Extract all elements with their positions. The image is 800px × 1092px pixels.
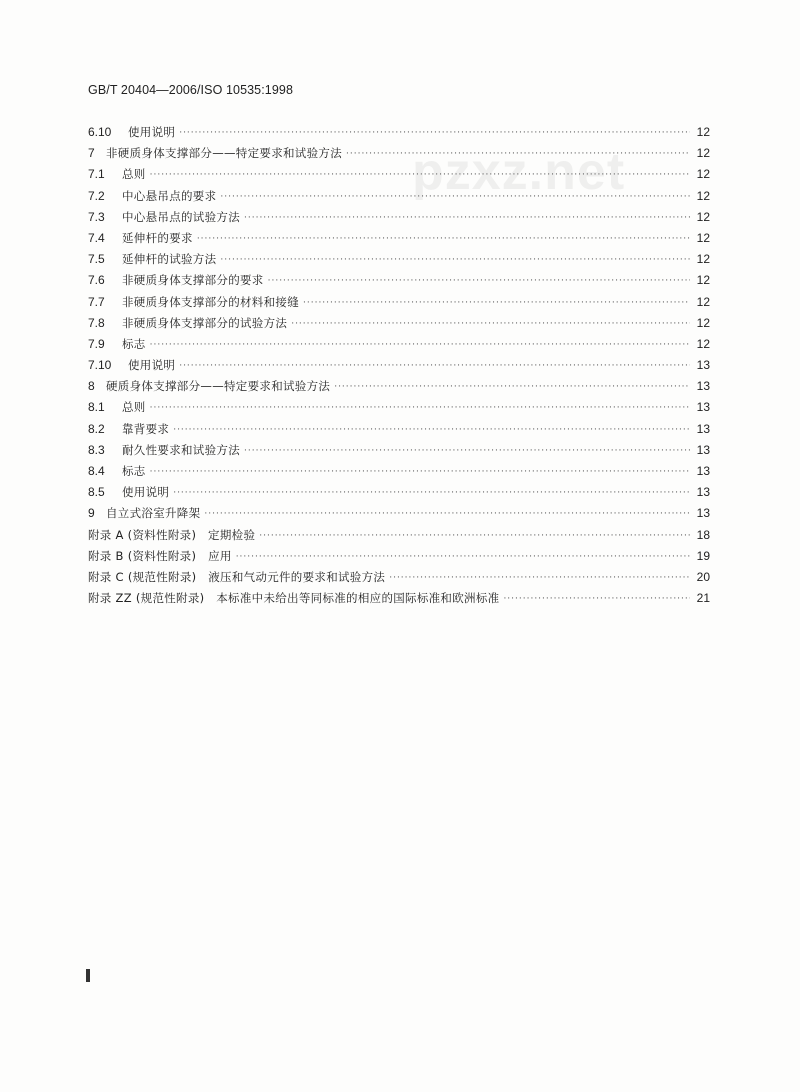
toc-entry-title: 自立式浴室升降架	[106, 506, 201, 521]
toc-entry-page: 13	[696, 400, 710, 415]
toc-entry-page: 13	[696, 358, 710, 373]
toc-entry-title: 使用说明	[122, 485, 170, 500]
toc-entry[interactable]	[88, 313, 710, 334]
toc-leader-dots	[179, 356, 690, 377]
toc-entry-title: 耐久性要求和试验方法	[122, 442, 240, 457]
toc-leader-dots	[150, 165, 690, 186]
toc-entry-page: 12	[696, 146, 710, 161]
toc-entry[interactable]	[88, 461, 710, 482]
toc-entry-title: 标志	[122, 464, 146, 478]
toc-entry[interactable]	[88, 567, 710, 588]
toc-entry-number: 7.2	[88, 188, 105, 203]
toc-entry-title: 靠背要求	[122, 421, 170, 436]
toc-entry[interactable]	[88, 525, 710, 546]
toc-entry[interactable]	[88, 376, 710, 397]
toc-entry-number: 7.6	[88, 273, 105, 288]
toc-entry-title: 附录 C (规范性附录) 液压和气动元件的要求和试验方法	[88, 569, 386, 584]
toc-entry-number: 8	[88, 379, 95, 394]
toc-entry-page: 12	[696, 188, 710, 203]
toc-entry-page: 18	[696, 527, 710, 542]
toc-entry[interactable]	[88, 397, 710, 418]
toc-leader-dots	[150, 462, 690, 483]
toc-entry-page: 13	[696, 379, 710, 394]
toc-entry-page: 13	[696, 506, 710, 521]
toc-entry-number: 8.1	[88, 400, 105, 415]
toc-leader-dots	[150, 335, 690, 356]
toc-leader-dots	[303, 293, 690, 314]
toc-entry[interactable]	[88, 334, 710, 355]
toc-entry-number: 7.10	[88, 358, 112, 373]
toc-entry-title: 非硬质身体支撑部分的材料和接缝	[122, 294, 299, 309]
toc-entry-title: 总则	[122, 400, 146, 415]
toc-entry-title: 硬质身体支撑部分——特定要求和试验方法	[106, 379, 331, 394]
toc-entry[interactable]	[88, 355, 710, 376]
toc-entry-title: 非硬质身体支撑部分——特定要求和试验方法	[106, 146, 342, 161]
toc-entry-number: 7	[88, 146, 95, 161]
toc-entry-number: 7.3	[88, 209, 105, 224]
toc-entry[interactable]	[88, 419, 710, 440]
toc-leader-dots	[173, 483, 690, 504]
toc-leader-dots	[334, 377, 690, 398]
toc-entry[interactable]	[88, 503, 710, 524]
toc-entry[interactable]	[88, 143, 710, 164]
toc-entry-number: 8.4	[88, 464, 105, 478]
toc-entry-number: 7.7	[88, 294, 105, 309]
toc-entry[interactable]	[88, 249, 710, 270]
toc-entry-title: 使用说明	[128, 125, 176, 139]
toc-entry-number: 7.9	[88, 336, 105, 351]
toc-entry-page: 19	[696, 548, 710, 563]
toc-entry[interactable]	[88, 228, 710, 249]
toc-entry-page: 12	[696, 167, 710, 182]
toc-entry[interactable]	[88, 164, 710, 185]
toc-leader-dots	[179, 123, 690, 144]
standard-code-header: GB/T 20404—2006/ISO 10535:1998	[88, 83, 294, 97]
toc-entry-title: 附录 A (资料性附录) 定期检验	[88, 527, 256, 542]
toc-entry[interactable]	[88, 588, 710, 609]
toc-leader-dots	[389, 568, 690, 589]
toc-leader-dots	[346, 144, 690, 165]
toc-entry[interactable]	[88, 440, 710, 461]
toc-entry-title: 非硬质身体支撑部分的要求	[122, 273, 264, 288]
toc-entry-number: 7.1	[88, 167, 105, 182]
toc-entry-page: 12	[696, 315, 710, 330]
toc-entry-title: 附录 B (资料性附录) 应用	[88, 548, 232, 563]
toc-entry-number: 7.8	[88, 315, 105, 330]
toc-entry-page: 12	[696, 273, 710, 288]
toc-entry-page: 13	[696, 464, 710, 478]
toc-entry-page: 12	[696, 336, 710, 351]
toc-entry-title: 使用说明	[128, 358, 176, 373]
toc-entry[interactable]	[88, 270, 710, 291]
toc-entry-page: 12	[696, 294, 710, 309]
toc-entry-title: 标志	[122, 336, 146, 351]
toc-entry-title: 非硬质身体支撑部分的试验方法	[122, 315, 288, 330]
toc-leader-dots	[291, 314, 690, 335]
toc-leader-dots	[268, 271, 690, 292]
toc-entry-page: 21	[696, 591, 710, 606]
toc-entry-number: 9	[88, 506, 95, 521]
toc-entry-page: 12	[696, 230, 710, 245]
toc-entry-page: 13	[696, 421, 710, 436]
toc-entry[interactable]	[88, 122, 710, 143]
toc-leader-dots	[150, 398, 690, 419]
toc-entry-title: 延伸杆的试验方法	[122, 252, 217, 267]
page-number-roman	[86, 969, 90, 982]
toc-entry-number: 7.5	[88, 252, 105, 267]
toc-leader-dots	[236, 547, 690, 568]
toc-entry-number: 7.4	[88, 230, 105, 245]
toc-entry[interactable]	[88, 207, 710, 228]
toc-entry-page: 12	[696, 209, 710, 224]
toc-entry-title: 中心悬吊点的试验方法	[122, 209, 240, 224]
toc-entry[interactable]	[88, 546, 710, 567]
toc-leader-dots	[197, 229, 690, 250]
toc-entry-number: 8.3	[88, 442, 105, 457]
toc-entry-number: 8.5	[88, 485, 105, 500]
toc-entry-page: 20	[696, 569, 710, 584]
toc-leader-dots	[204, 504, 690, 525]
toc-entry-title: 中心悬吊点的要求	[122, 188, 217, 203]
toc-entry[interactable]	[88, 482, 710, 503]
toc-entry-page: 12	[696, 125, 710, 139]
toc-leader-dots	[244, 208, 690, 229]
toc-entry-title: 总则	[122, 167, 146, 182]
toc-leader-dots	[259, 526, 690, 547]
toc-entry-title: 延伸杆的要求	[122, 230, 193, 245]
toc-entry[interactable]	[88, 186, 710, 207]
table-of-contents	[88, 122, 710, 609]
toc-entry-number: 8.2	[88, 421, 105, 436]
toc-leader-dots	[173, 420, 690, 441]
toc-entry-page: 13	[696, 442, 710, 457]
toc-entry-page: 12	[696, 252, 710, 267]
toc-leader-dots	[220, 250, 690, 271]
toc-leader-dots	[220, 187, 690, 208]
watermark-text: pzxz.net	[412, 143, 626, 201]
toc-entry[interactable]	[88, 292, 710, 313]
toc-entry-title: 附录 ZZ (规范性附录) 本标准中未给出等同标准的相应的国际标准和欧洲标准	[88, 591, 500, 606]
toc-entry-number: 6.10	[88, 125, 112, 139]
toc-leader-dots	[244, 441, 690, 462]
toc-leader-dots	[503, 589, 690, 610]
toc-entry-page: 13	[696, 485, 710, 500]
